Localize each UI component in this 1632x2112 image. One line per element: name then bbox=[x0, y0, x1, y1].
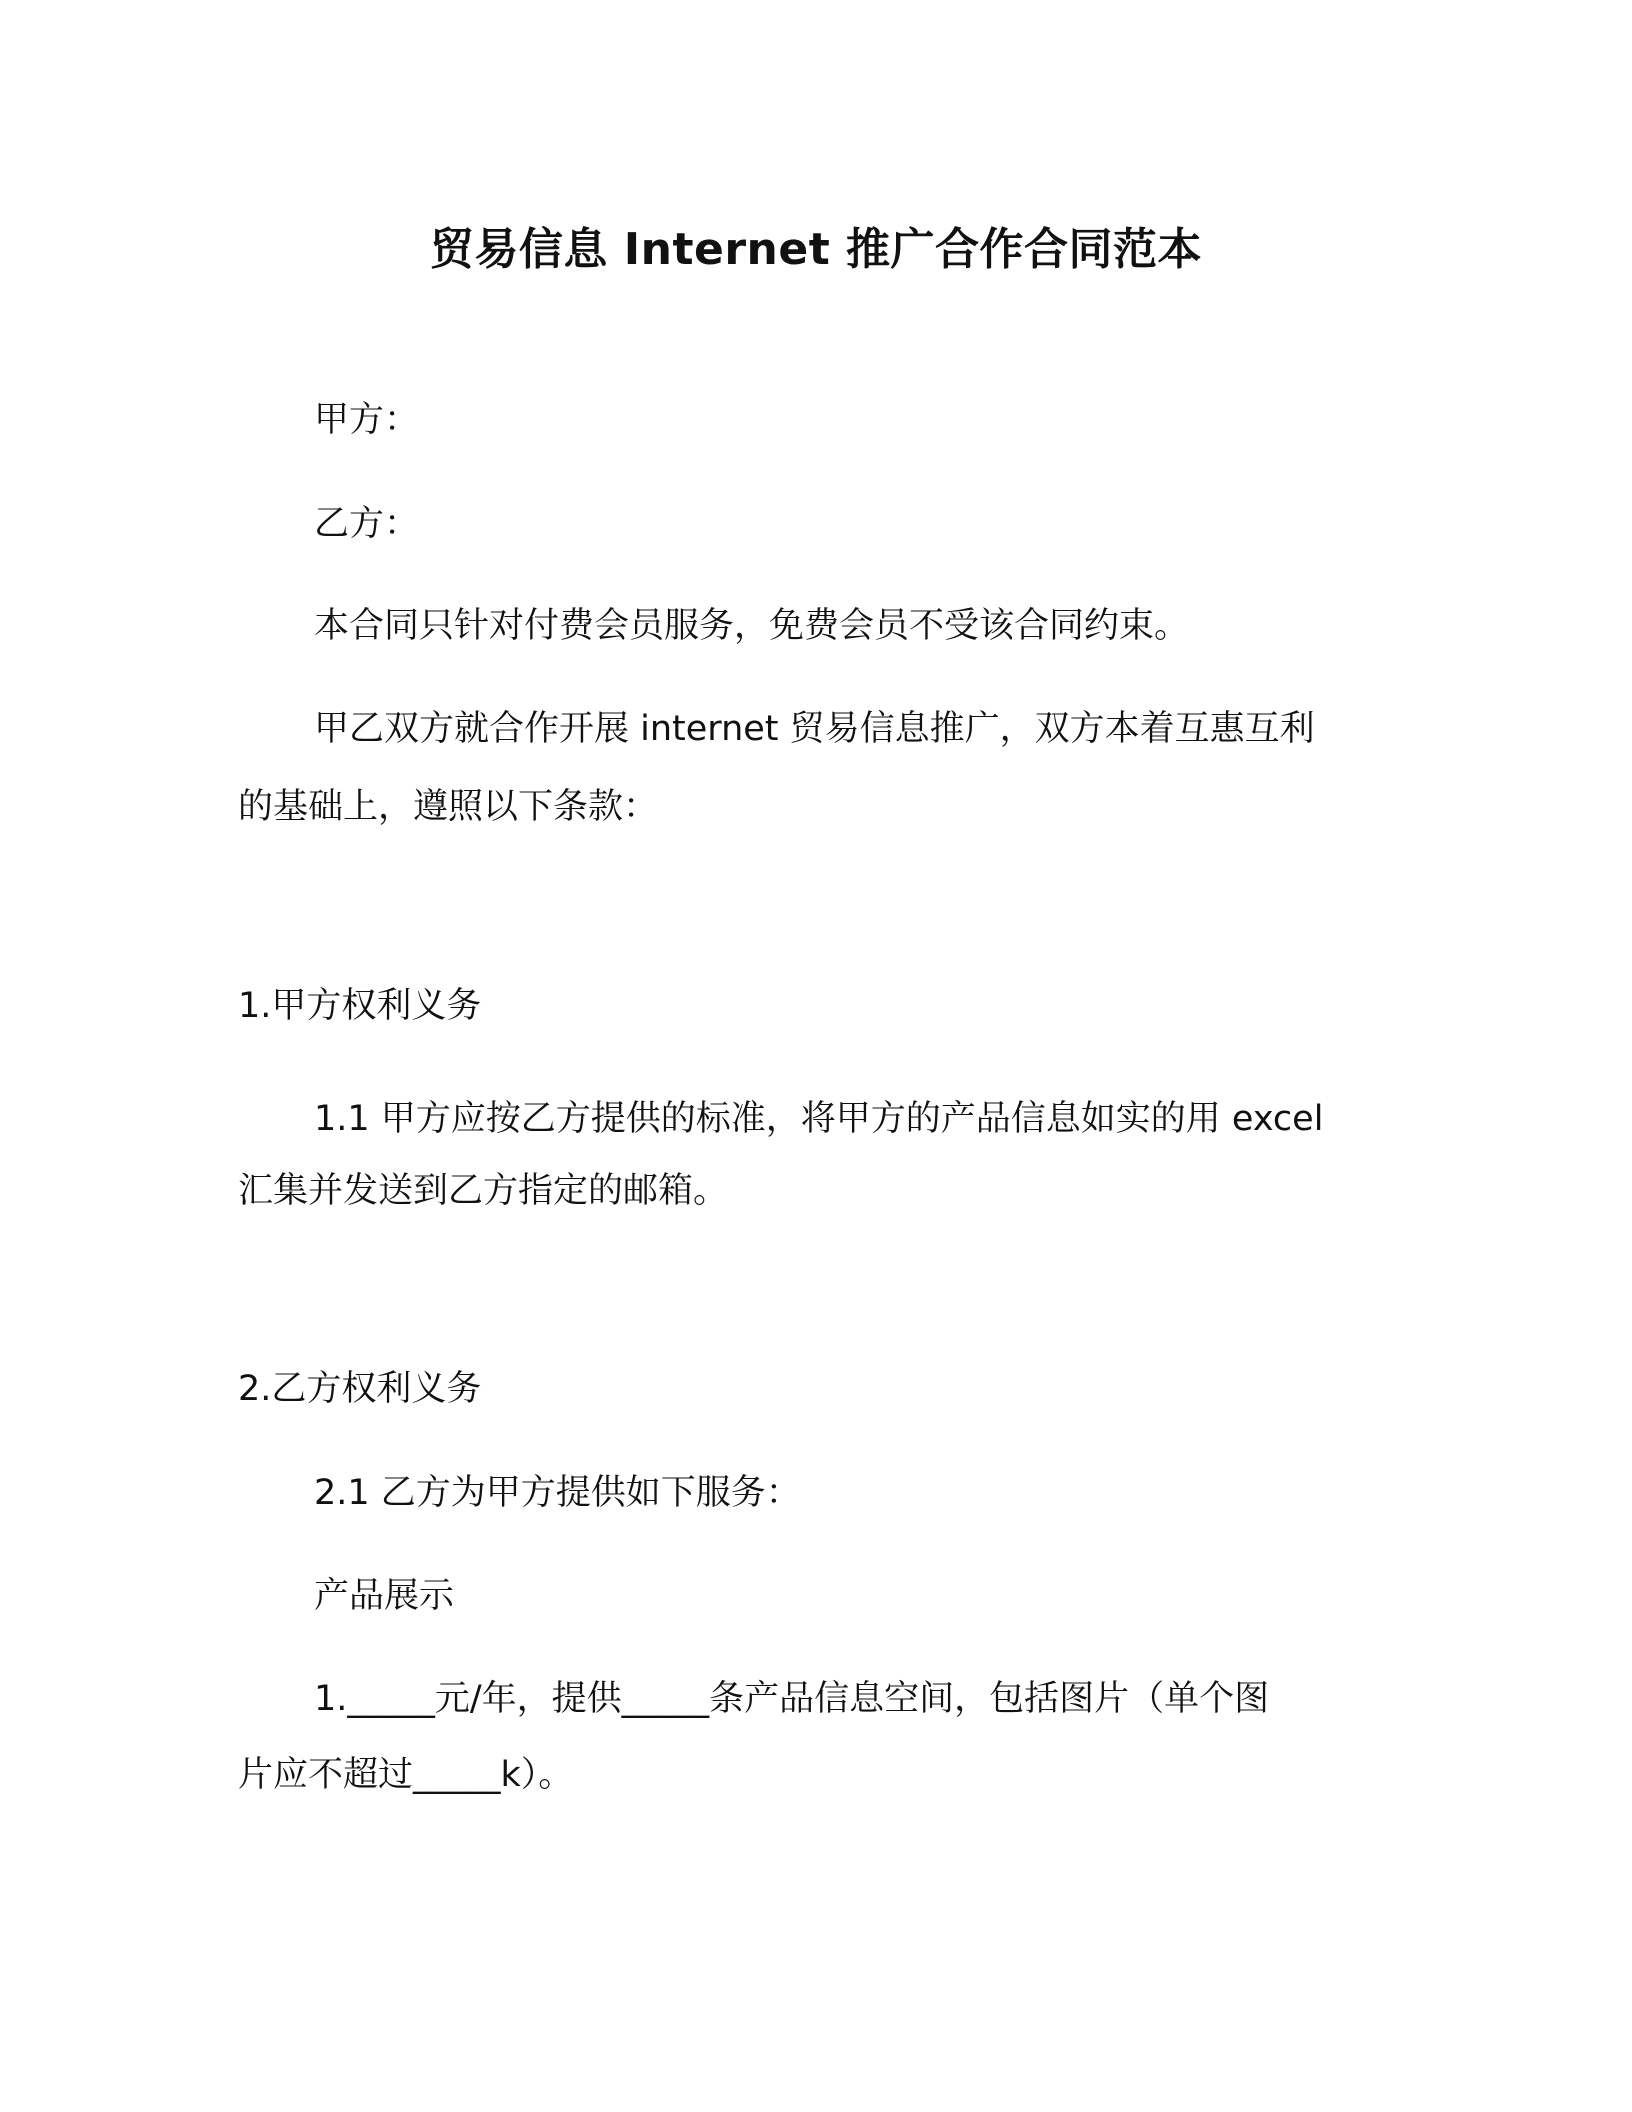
preamble-line-2: 的基础上，遵照以下条款： bbox=[238, 787, 659, 827]
clause-1-1-line-2: 汇集并发送到乙方指定的邮箱。 bbox=[238, 1171, 729, 1211]
preamble-line-1: 甲乙双方就合作开展 internet 贸易信息推广，双方本着互惠互利 bbox=[314, 709, 1315, 749]
clause-2-1: 2.1 乙方为甲方提供如下服务： bbox=[314, 1473, 801, 1513]
section-2-heading: 2.乙方权利义务 bbox=[238, 1369, 482, 1409]
item-1-line-1: 1._____元/年，提供_____条产品信息空间，包括图片（单个图 bbox=[314, 1679, 1270, 1719]
scope-statement: 本合同只针对付费会员服务，免费会员不受该合同约束。 bbox=[314, 606, 1190, 646]
party-b-label: 乙方： bbox=[314, 504, 420, 544]
document-title: 贸易信息 Internet 推广合作合同范本 bbox=[429, 224, 1203, 275]
clause-1-1-line-1: 1.1 甲方应按乙方提供的标准，将甲方的产品信息如实的用 excel bbox=[314, 1099, 1324, 1139]
item-1-line-2: 片应不超过_____k）。 bbox=[238, 1755, 574, 1795]
section-1-heading: 1.甲方权利义务 bbox=[238, 986, 482, 1026]
product-display-label: 产品展示 bbox=[314, 1576, 455, 1616]
party-a-label: 甲方： bbox=[314, 400, 420, 440]
